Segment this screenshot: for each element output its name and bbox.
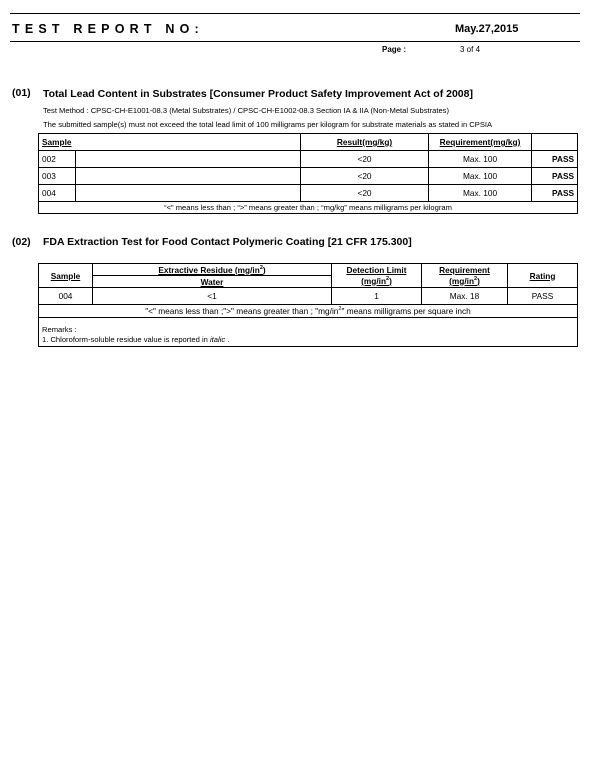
remarks-cell [39,318,578,347]
report-date: May.27,2015 [455,23,519,35]
remarks-row [39,318,578,347]
cell-requirement: Max. 100 [429,151,532,168]
remark-1-italic: italic [210,334,226,344]
footnote-text-b: " means milligrams per square inch [341,306,471,316]
col-requirement-close: ) [477,275,480,286]
cell-rating: PASS [532,185,578,202]
cell-result: <20 [301,151,429,168]
col-residue-label: Extractive Residue (mg/in [158,264,260,275]
col-rating: Rating [508,264,578,288]
col-residue-close: ) [262,264,266,275]
cell-blank [76,185,301,202]
footnote-sup: 2 [338,306,342,312]
cell-residue: <1 [93,288,332,305]
cell-blank [76,168,301,185]
report-title: TEST REPORT NO: [12,22,204,36]
section-2-heading: FDA Extraction Test for Food Contact Polymeric Coating [21 CFR 175.300] [43,236,412,248]
cell-sample: 002 [39,151,76,168]
cell-result: <20 [301,168,429,185]
col-residue [93,264,332,276]
cell-detection: 1 [332,288,422,305]
section-2-number: (02) [12,236,31,248]
table-row [39,168,578,185]
table-row [39,288,578,305]
col-detection-limit [332,264,422,288]
col-requirement: Requirement(mg/kg) [429,134,532,151]
col-requirement-sup: 2 [474,275,478,282]
cell-blank [76,151,301,168]
section-1-test-method: Test Method : CPSC-CH-E1001-08.3 (Metal Substrates) / CPSC-CH-E1002-08.3 Section IA & IIA (Non-Metal Substrates) [43,106,450,115]
remarks-label: Remarks : [42,325,77,334]
cell-rating: PASS [532,168,578,185]
table-header-row [39,134,578,151]
cell-requirement: Max. 100 [429,168,532,185]
page-number: 3 of 4 [460,45,481,54]
header-top-rule [10,13,580,14]
col-requirement-unit: (mg/in [449,275,475,286]
section-1-footnote: “<” means less than ; “>” means greater than ; “mg/kg” means milligrams per kilogram [39,202,578,214]
col-requirement [422,264,508,288]
cell-rating: PASS [508,288,578,305]
table-footnote-row [39,305,578,318]
fda-extraction-table [38,263,578,347]
footnote-text-a: "<" means less than ;">" means greater than ; "mg/in [145,306,339,316]
col-requirement-label: Requirement [439,264,490,275]
section-2-footnote [39,305,578,318]
table-footnote-row [39,202,578,214]
cell-result: <20 [301,185,429,202]
col-rating [532,134,578,151]
table-row [39,151,578,168]
cell-requirement: Max. 18 [422,288,508,305]
lead-content-table [38,133,578,214]
col-result: Result(mg/kg) [301,134,429,151]
page-label: Page : [382,45,407,54]
cell-rating: PASS [532,151,578,168]
col-detection-label: Detection Limit [346,264,407,275]
col-sample: Sample [39,264,93,288]
section-1-number: (01) [12,87,31,99]
cell-sample: 004 [39,185,76,202]
col-sample: Sample [39,134,301,151]
table-header-row [39,264,578,276]
remark-1-end: . [225,334,230,344]
table-row [39,185,578,202]
section-1-heading: Total Lead Content in Substrates [Consumer Product Safety Improvement Act of 2008] [43,88,473,100]
col-detection-sup: 2 [386,275,390,282]
col-water: Water [93,276,332,288]
header-bottom-rule [10,41,580,42]
remark-1 [42,335,574,345]
col-detection-unit: (mg/in [361,275,387,286]
cell-requirement: Max. 100 [429,185,532,202]
cell-sample: 004 [39,288,93,305]
remark-1-text: 1. Chloroform-soluble residue value is reported in [42,334,210,344]
cell-sample: 003 [39,168,76,185]
col-detection-close: ) [389,275,392,286]
section-1-statement: The submitted sample(s) must not exceed the total lead limit of 100 milligrams per kilogram for substrate materials as stated in CPSIA [43,120,493,129]
col-residue-sup: 2 [259,264,263,271]
